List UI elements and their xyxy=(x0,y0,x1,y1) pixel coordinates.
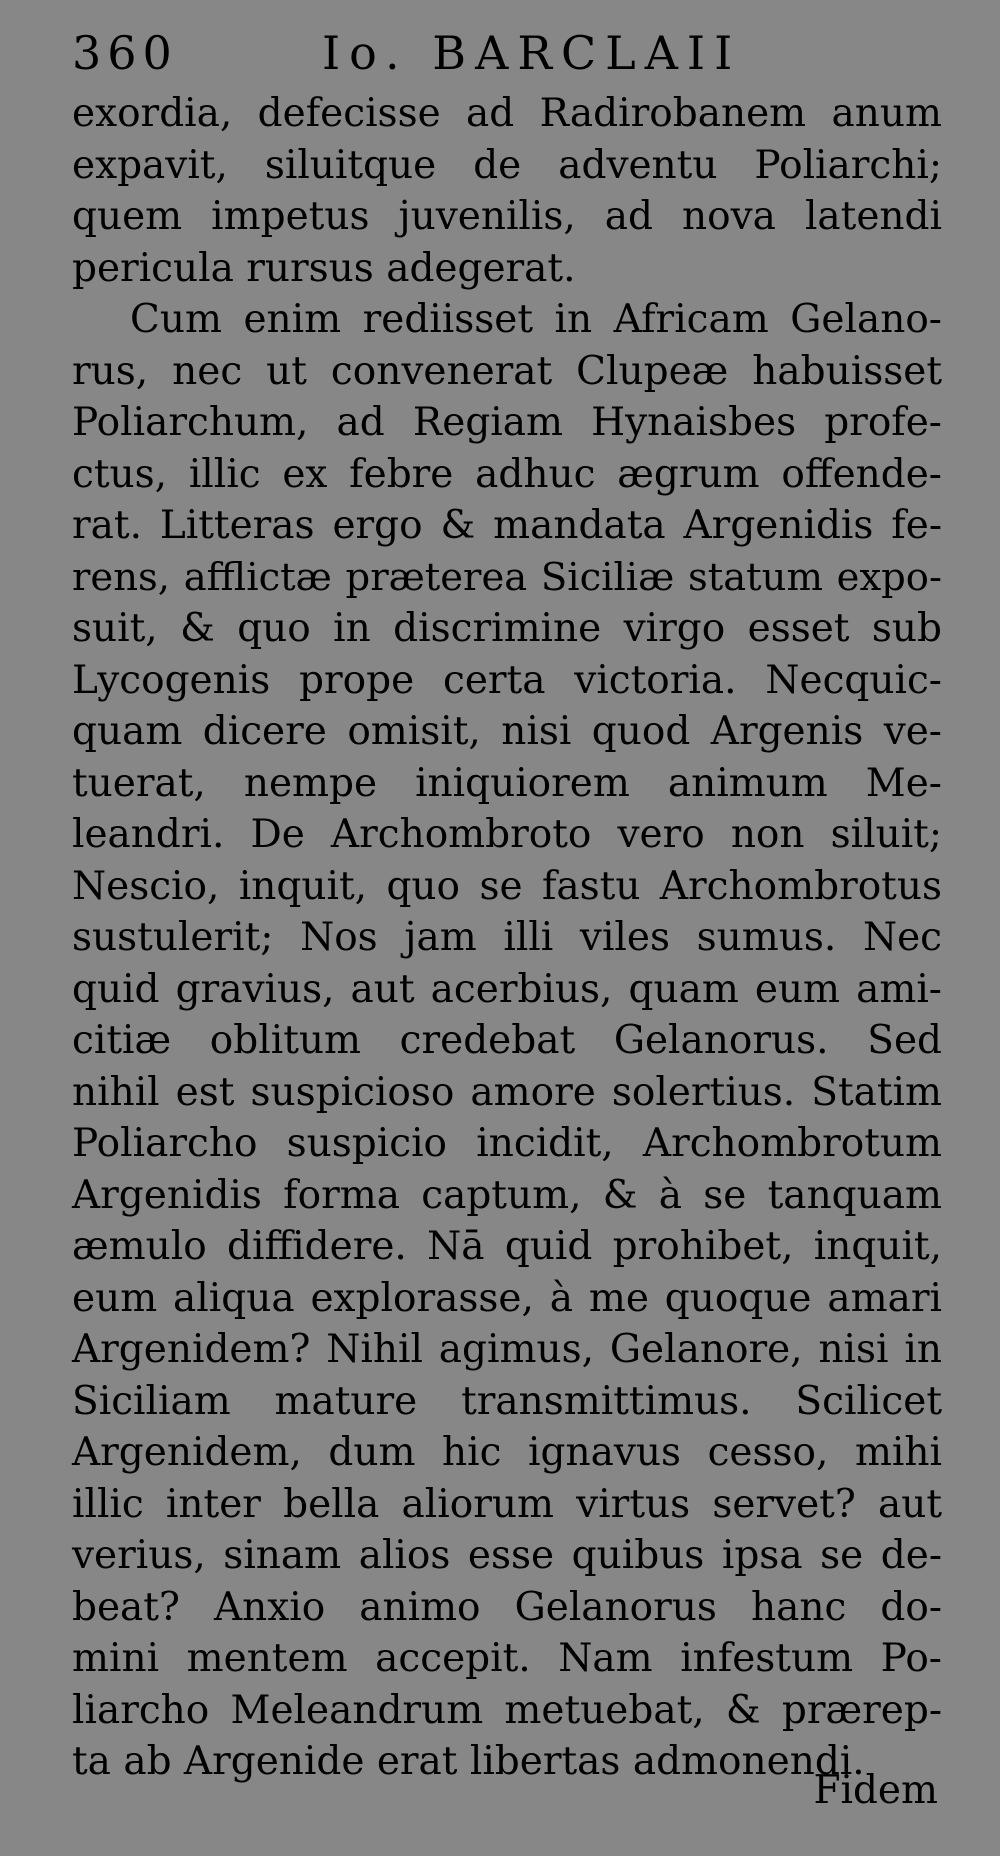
page-number: 360 xyxy=(72,26,178,80)
text-line: rens, afflictæ præterea Siciliæ statum expo- xyxy=(72,554,942,600)
text-line: mini mentem accepit. Nam infestum Po- xyxy=(72,1636,942,1681)
text-line: æmulo diffidere. Nā quid prohibet, inquit, xyxy=(72,1224,942,1269)
text-line: quem impetus juvenilis, ad nova latendi xyxy=(72,194,942,239)
text-line: leandri. De Archombroto vero non siluit; xyxy=(72,812,942,857)
text-line: Argenidem, dum hic ignavus cesso, mihi xyxy=(72,1430,942,1475)
text-line: eum aliqua explorasse, à me quoque amari xyxy=(72,1275,942,1321)
text-line: illic inter bella aliorum virtus servet? aut xyxy=(72,1481,942,1527)
text-line: pericula rursus adegerat. xyxy=(72,245,576,291)
running-head: Io. BARCLAII xyxy=(322,26,742,80)
text-line: expavit, siluitque de adventu Poliarchi; xyxy=(72,142,942,188)
text-line: Cum enim rediisset in Africam Gelano- xyxy=(130,297,942,342)
text-line: suit, & quo in discrimine virgo esset sub xyxy=(72,606,942,651)
text-line: sustulerit; Nos jam illi viles sumus. Nec xyxy=(72,915,942,960)
text-line: Argenidem? Nihil agimus, Gelanore, nisi in xyxy=(72,1327,942,1372)
text-line: Lycogenis prope certa victoria. Necquic- xyxy=(72,657,942,703)
text-line: Nescio, inquit, quo se fastu Archombrotus xyxy=(72,863,942,909)
text-line: tuerat, nempe iniquiorem animum Me- xyxy=(72,760,942,806)
body-text xyxy=(72,88,942,1788)
catchword: Fidem xyxy=(813,1768,938,1813)
text-line: Argenidis forma captum, & à se tanquam xyxy=(72,1172,942,1218)
text-line: beat? Anxio animo Gelanorus hanc do- xyxy=(72,1584,942,1630)
text-line: rat. Litteras ergo & mandata Argenidis fe- xyxy=(72,503,942,548)
text-line: quid gravius, aut acerbius, quam eum ami- xyxy=(72,966,942,1012)
text-line: verius, sinam alios esse quibus ipsa se de- xyxy=(72,1533,942,1578)
text-line: Poliarchum, ad Regiam Hynaisbes profe- xyxy=(72,400,942,445)
text-line: citiæ oblitum credebat Gelanorus. Sed xyxy=(72,1018,942,1063)
text-line: rus, nec ut convenerat Clupeæ habuisset xyxy=(72,348,942,394)
text-line: nihil est suspicioso amore solertius. Statim xyxy=(72,1069,942,1115)
text-line: exordia, defecisse ad Radirobanem anum xyxy=(72,91,942,136)
text-line: liarcho Meleandrum metuebat, & prærep- xyxy=(72,1687,942,1733)
text-line: Poliarcho suspicio incidit, Archombrotum xyxy=(72,1121,942,1166)
text-line: quam dicere omisit, nisi quod Argenis ve- xyxy=(72,709,942,754)
page-header xyxy=(72,18,772,88)
text-line: ctus, illic ex febre adhuc ægrum offende- xyxy=(72,451,942,497)
text-line: Siciliam mature transmittimus. Scilicet xyxy=(72,1378,942,1424)
text-line: ta ab Argenide erat libertas admonendi. xyxy=(72,1739,865,1784)
